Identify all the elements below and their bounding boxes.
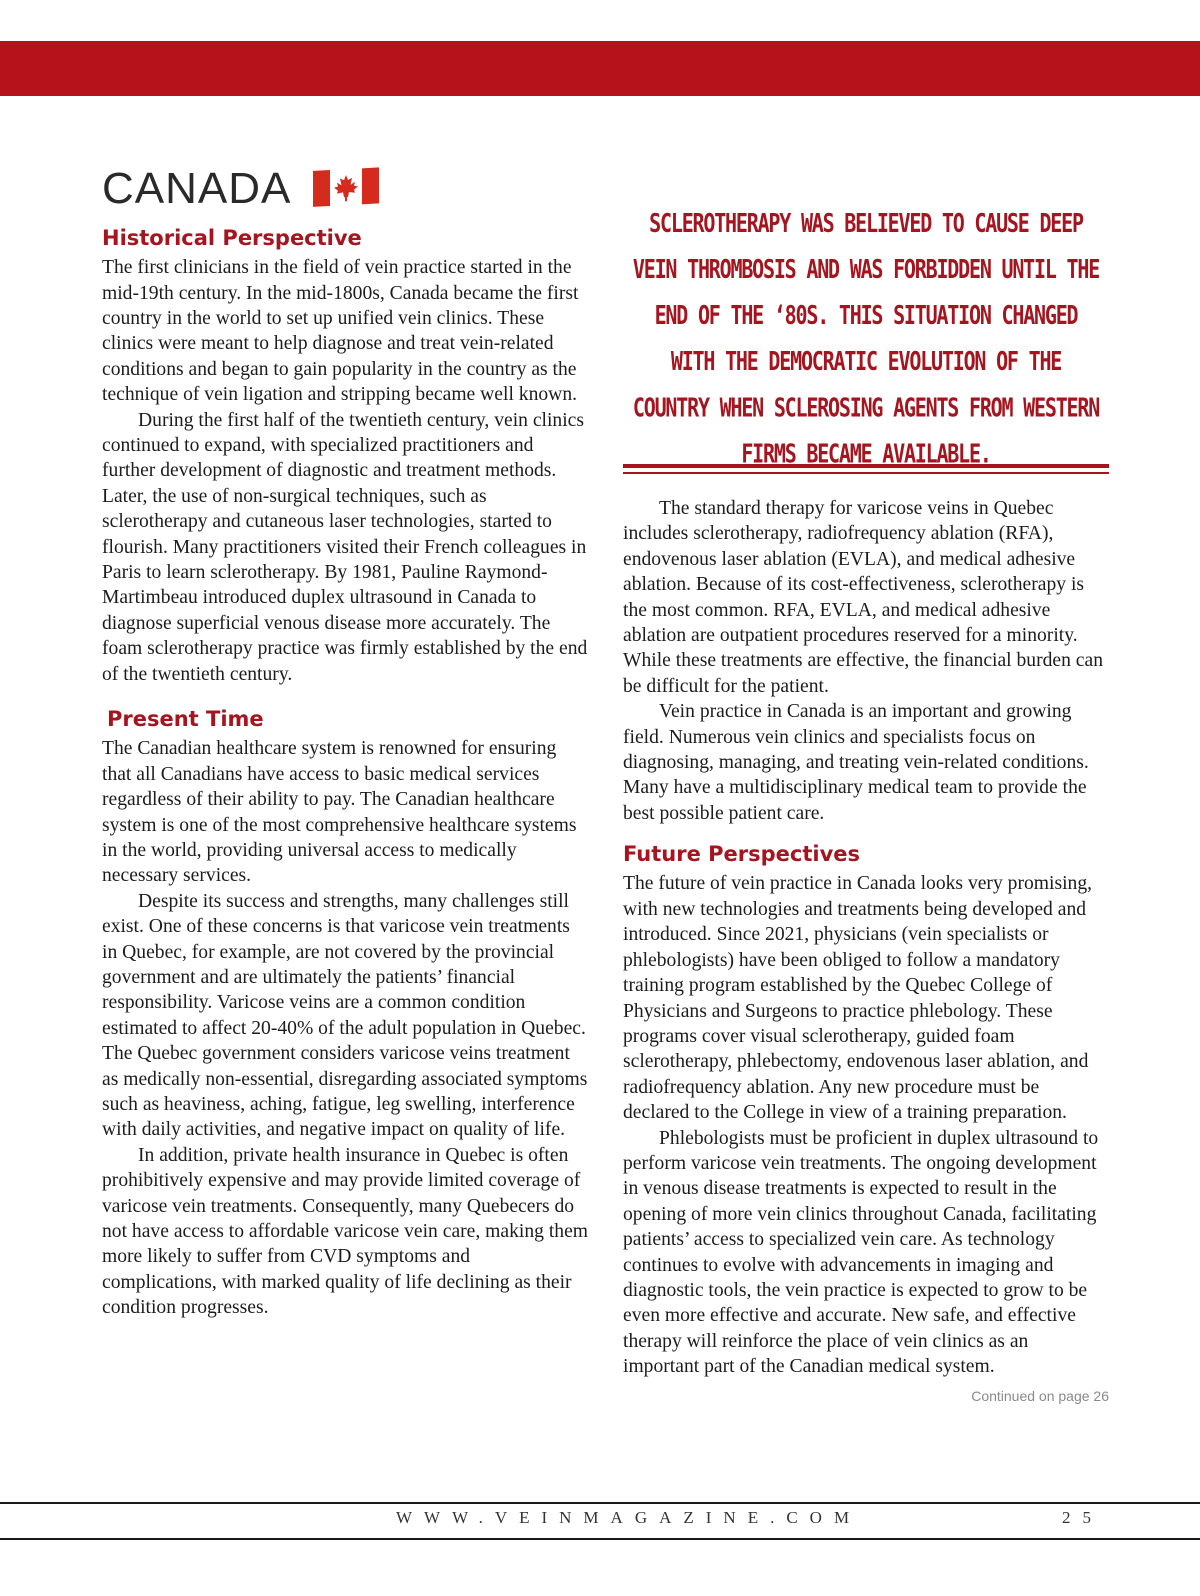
footer-rule-bottom [0,1538,1200,1540]
present-paragraph-1: The Canadian healthcare system is renowned for ensuring that all Canadians have access to basic medical services regardless of their ability to pay. The Canadian healthcare system is one of the most comprehensive healthcare systems in the world, providing universal access to medically necessary services. [102,738,577,887]
historical-paragraph-2: During the first half of the twentieth century, vein clinics continued to expand, with specialized practitioners and further development of diagnostic and treatment methods. Later, the use of non-surgical techniques, such as sclerotherapy and cutaneous laser technologies, started to flourish. Many practitioners visited their French colleagues in Paris to learn sclerotherapy. By 1981, Pauline Raymond-Martimbeau introduced duplex ultrasound in Canada to diagnose superficial venous disease more accurately. The foam sclerotherapy practice was firmly established by the end of the twentieth century. [102,409,588,685]
header-band [0,41,1200,96]
footer-rule-top [0,1502,1200,1504]
continued-note: Continued on page 26 [971,1387,1109,1404]
future-perspectives-heading: Future Perspectives [623,842,861,867]
canada-flag-icon [311,165,381,214]
future-paragraph-2: Phlebologists must be proficient in duplex ultrasound to perform varicose vein treatments. The ongoing development in venous disease treatments is expected to result in the opening of more vein clinics throughout Canada, facilitating patients’ access to specialized vein care. As technology continues to evolve with advancements in imaging and diagnostic tools, the vein practice is expected to grow to be even more effective and accurate. New safe, and effective therapy will reinforce the place of vein clinics as an important part of the Canadian medical system. [623,1127,1099,1378]
present-paragraph-2: Despite its success and strengths, many challenges still exist. One of these concerns is that varicose vein treatments in Quebec, for example, are not covered by the provincial government and are ultimately the patients’ financial responsibility. Varicose veins are a common condition estimated to affect 20-40% of the adult population in Quebec. The Quebec government considers varicose veins treatment as medically non-essential, disregarding associated symptoms such as heaviness, aching, fatigue, leg swelling, interference with daily activities, and negative impact on quality of life. [102,890,588,1141]
right-column [623,200,1109,1404]
future-paragraph-1: The future of vein practice in Canada looks very promising, with new technologies and treatments being developed and introduced. Since 2021, physicians (vein specialists or phlebologists) have been obliged to follow a mandatory training program established by the Quebec College of Physicians and Surgeons to practice phlebology. These programs cover visual sclerotherapy, guided foam sclerotherapy, phlebectomy, endovenous laser ablation, and radiofrequency ablation. Any new procedure must be declared to the College in view of a training preparation. [623,873,1093,1124]
pull-quote: SCLEROTHERAPY WAS BELIEVED TO CAUSE DEEP VEIN THROMBOSIS AND WAS FORBIDDEN UNTIL THE END OF THE ‘80S. THIS SITUATION CHANGED WITH THE DEMOCRATIC EVOLUTION OF THE COUNTRY WHEN SCLEROSING AGENTS FROM WESTERN FIRMS BECAME AVAILABLE. [632,207,1100,469]
historical-perspective-heading: Historical Perspective [102,226,362,250]
footer-url: WWW.VEINMAGAZINE.COM [396,1508,862,1527]
vein-practice-paragraph: Vein practice in Canada is an important and growing field. Numerous vein clinics and specialists focus on diagnosing, managing, and treating vein-related conditions. Many have a multidisciplinary medical team to provide the best possible patient care. [623,701,1089,824]
present-time-heading: Present Time [107,707,264,732]
page-number: 25 [1062,1508,1103,1527]
historical-paragraph-1: The first clinicians in the field of vein practice started in the mid-19th century. In the mid-1800s, Canada became the first country in the world to set up unified vein clinics. These clinics were meant to help diagnose and treat vein-related conditions and began to gain popularity in the country as the technique of vein ligation and stripping became well known. [102,257,579,406]
title-row [102,158,588,220]
page-title: CANADA [102,164,292,213]
present-paragraph-3: In addition, private health insurance in Quebec is often prohibitively expensive and may provide limited coverage of varicose vein treatments. Consequently, many Quebecers do not have access to affordable varicose vein care, making them more likely to suffer from CVD symptoms and complications, with marked quality of life declining as their condition progresses. [102,1144,589,1319]
therapy-paragraph: The standard therapy for varicose veins in Quebec includes sclerotherapy, radiofrequency ablation (RFA), endovenous laser ablation (EVLA), and medical adhesive ablation. Because of its cost-effectiveness, sclerotherapy is the most common. RFA, EVLA, and medical adhesive ablation are outpatient procedures reserved for a minority. While these treatments are effective, the financial burden can be difficult for the patient. [623,498,1103,697]
left-column [102,158,588,1321]
